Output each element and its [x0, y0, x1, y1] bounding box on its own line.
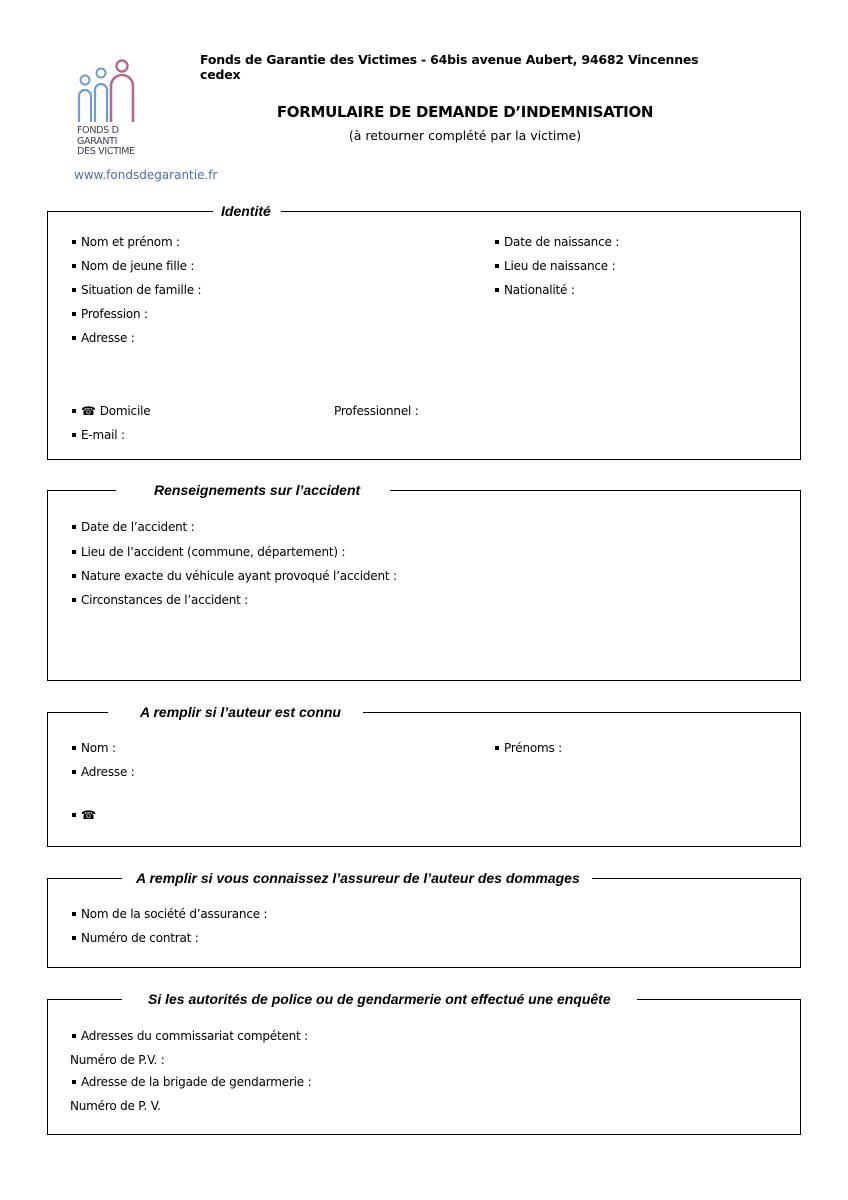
field-nom-prenom[interactable]: Nom et prénom : — [72, 235, 180, 249]
field-auteur-telephone[interactable] — [72, 808, 100, 822]
field-tel-domicile[interactable]: ☎ Domicile — [72, 404, 150, 418]
field-date-accident[interactable]: Date de l’accident : — [72, 520, 195, 534]
field-profession[interactable]: Profession : — [72, 307, 148, 321]
field-societe-assurance[interactable]: Nom de la société d’assurance : — [72, 907, 267, 921]
field-numero-pv-2[interactable]: Numéro de P. V. — [70, 1099, 161, 1113]
section-title: Si les autorités de police ou de gendarmerie ont effectué une enquête — [122, 990, 637, 1008]
form-title: FORMULAIRE DE DEMANDE D’INDEMNISATION — [276, 103, 654, 121]
phone-icon: ☎ — [81, 404, 96, 418]
field-gendarmerie[interactable]: Adresse de la brigade de gendarmerie : — [72, 1075, 311, 1089]
section-auteur — [47, 704, 801, 847]
organization-address: Fonds de Garantie des Victimes - 64bis avenue Aubert, 94682 Vincennes cedex — [200, 52, 699, 82]
field-auteur-prenoms[interactable]: Prénoms : — [495, 741, 562, 755]
field-circonstances[interactable]: Circonstances de l’accident : — [72, 593, 248, 607]
field-auteur-adresse[interactable]: Adresse : — [72, 765, 135, 779]
field-tel-professionnel[interactable]: Professionnel : — [334, 404, 419, 418]
section-title: A remplir si vous connaissez l’assureur de l’auteur des dommages — [122, 869, 592, 887]
section-title: A remplir si l’auteur est connu — [108, 703, 363, 721]
section-police — [47, 991, 801, 1135]
field-numero-pv-1[interactable]: Numéro de P.V. : — [70, 1053, 165, 1067]
field-lieu-accident[interactable]: Lieu de l’accident (commune, département) : — [72, 545, 345, 559]
section-title: Identité — [213, 202, 281, 220]
section-title: Renseignements sur l’accident — [116, 481, 390, 499]
field-date-naissance[interactable]: Date de naissance : — [495, 235, 619, 249]
field-adresse[interactable]: Adresse : — [72, 331, 135, 345]
field-nature-vehicule[interactable]: Nature exacte du véhicule ayant provoqué l’accident : — [72, 569, 397, 583]
form-subtitle: (à retourner complété par la victime) — [348, 128, 582, 143]
field-nationalite[interactable]: Nationalité : — [495, 283, 575, 297]
section-accident — [47, 482, 801, 681]
phone-icon: ☎ — [81, 808, 96, 822]
field-email[interactable]: E-mail : — [72, 428, 125, 442]
field-commissariat[interactable]: Adresses du commissariat compétent : — [72, 1029, 308, 1043]
field-numero-contrat[interactable]: Numéro de contrat : — [72, 931, 199, 945]
section-identite — [47, 203, 801, 460]
field-auteur-nom[interactable]: Nom : — [72, 741, 116, 755]
field-nom-jeune-fille[interactable]: Nom de jeune fille : — [72, 259, 194, 273]
logo-text: FONDS D GARANTI DES VICTIME — [77, 125, 135, 157]
field-situation-famille[interactable]: Situation de famille : — [72, 283, 201, 297]
website-link[interactable]: www.fondsdegarantie.fr — [74, 168, 218, 182]
section-assureur — [47, 870, 801, 968]
field-lieu-naissance[interactable]: Lieu de naissance : — [495, 259, 615, 273]
